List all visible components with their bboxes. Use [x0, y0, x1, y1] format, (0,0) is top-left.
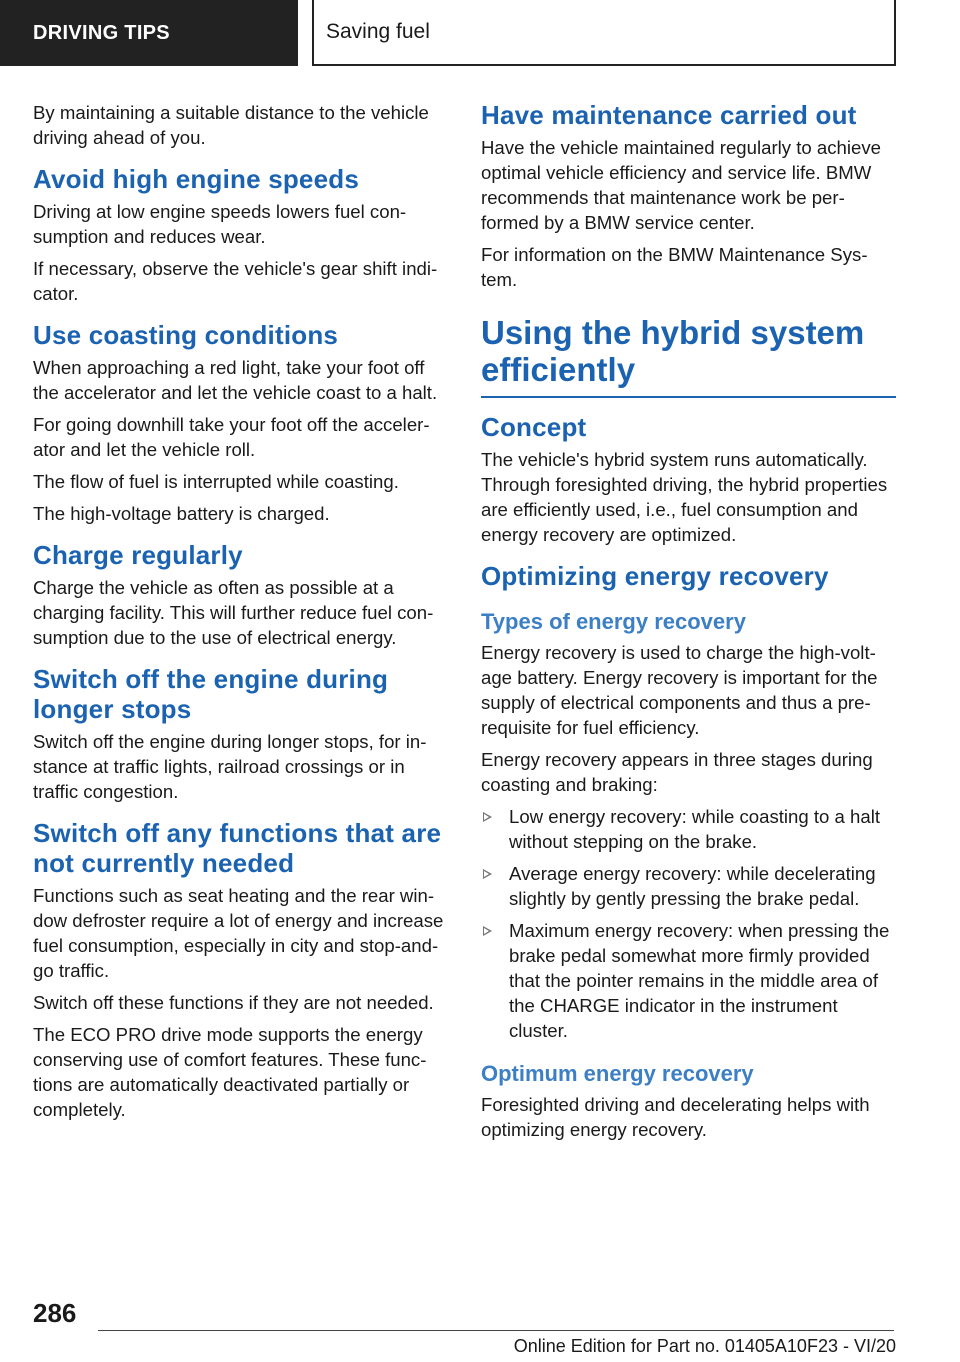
chapter-tab-label: DRIVING TIPS — [33, 21, 170, 44]
heading-charge-regularly: Charge regularly — [33, 540, 243, 570]
paragraph: Switch off the engine during longer stops, for instance at traffic lights, railroad crossings or in traffic congestion. — [33, 731, 427, 802]
heading-optimizing-energy-recovery: Optimizing energy recovery — [481, 561, 829, 591]
page-header-title: Saving fuel — [326, 20, 430, 43]
heading-maintenance: Have maintenance carried out — [481, 100, 857, 130]
energy-recovery-stages-list — [481, 804, 896, 1043]
paragraph: Switch off these functions if they are not needed. — [33, 992, 434, 1013]
bullet-triangle-icon — [483, 812, 492, 822]
intro-paragraph: By maintaining a suitable distance to the vehicle driving ahead of you. — [33, 102, 429, 148]
paragraph: When approaching a red light, take your foot off the accelerator and let the vehicle coast to a halt. — [33, 357, 438, 403]
list-item — [481, 804, 896, 854]
paragraph: The vehicle's hybrid system runs automatically. Through foresighted driving, the hybrid properties are efficiently used, i.e., fuel consumption and energy recovery are optimized. — [481, 449, 888, 545]
list-item-text: Average energy recovery: while decelerating slightly by gently pressing the brake pedal. — [509, 863, 876, 909]
page-header-title-box — [312, 0, 896, 66]
chapter-tab — [0, 0, 298, 66]
footer-divider — [98, 1330, 894, 1331]
paragraph: If necessary, observe the vehicle's gear shift indicator. — [33, 258, 438, 304]
page-number: 286 — [33, 1298, 77, 1328]
paragraph: Energy recovery appears in three stages during coasting and braking: — [481, 749, 873, 795]
left-column — [33, 100, 453, 1129]
heading-avoid-high-engine-speeds: Avoid high engine speeds — [33, 164, 359, 194]
paragraph: Charge the vehicle as often as possible at a charging facility. This will further reduce fuel consumption due to the use of electrical energy. — [33, 577, 434, 648]
bullet-triangle-icon — [483, 926, 492, 936]
chapter-heading-hybrid-system: Using the hybrid system efficiently — [481, 314, 896, 398]
paragraph: Driving at low engine speeds lowers fuel consumption and reduces wear. — [33, 201, 407, 247]
heading-switch-off-engine: Switch off the engine during longer stops — [33, 664, 389, 724]
paragraph: Functions such as seat heating and the rear window defroster require a lot of energy and increase fuel consumption, especially in city and stop-and-go traffic. — [33, 885, 444, 981]
subheading-optimum-energy-recovery: Optimum energy recovery — [481, 1061, 754, 1086]
paragraph: For information on the BMW Maintenance System. — [481, 244, 868, 290]
list-item-text: Low energy recovery: while coasting to a halt without stepping on the brake. — [509, 806, 881, 852]
paragraph: The high-voltage battery is charged. — [33, 503, 330, 524]
paragraph: Have the vehicle maintained regularly to achieve optimal vehicle efficiency and service life. BMW recommends that maintenance work be performed by a BMW service center. — [481, 137, 881, 233]
heading-use-coasting-conditions: Use coasting conditions — [33, 320, 339, 350]
paragraph: Foresighted driving and decelerating helps with optimizing energy recovery. — [481, 1094, 870, 1140]
subheading-types-of-energy-recovery: Types of energy recovery — [481, 609, 746, 634]
footer-edition: Online Edition for Part no. 01405A10F23 - VI/20 — [513, 1336, 896, 1356]
paragraph: The ECO PRO drive mode supports the energy conserving use of comfort features. These functions are automatically deactivated partially or completely. — [33, 1024, 427, 1120]
list-item — [481, 861, 896, 911]
heading-concept: Concept — [481, 412, 587, 442]
bullet-triangle-icon — [483, 869, 492, 879]
list-item-text: Maximum energy recovery: when pressing the brake pedal somewhat more firmly provided that the pointer remains in the middle area of the CHARGE indicator in the instrument cluster. — [509, 920, 890, 1041]
list-item — [481, 918, 896, 1043]
right-column — [481, 100, 896, 1149]
paragraph: For going downhill take your foot off the accelerator and let the vehicle roll. — [33, 414, 430, 460]
heading-switch-off-functions: Switch off any functions that are not currently needed — [33, 818, 442, 878]
paragraph: The flow of fuel is interrupted while coasting. — [33, 471, 399, 492]
paragraph: Energy recovery is used to charge the high-voltage battery. Energy recovery is important for the supply of electrical components and thus a prerequisite for fuel efficiency. — [481, 642, 878, 738]
